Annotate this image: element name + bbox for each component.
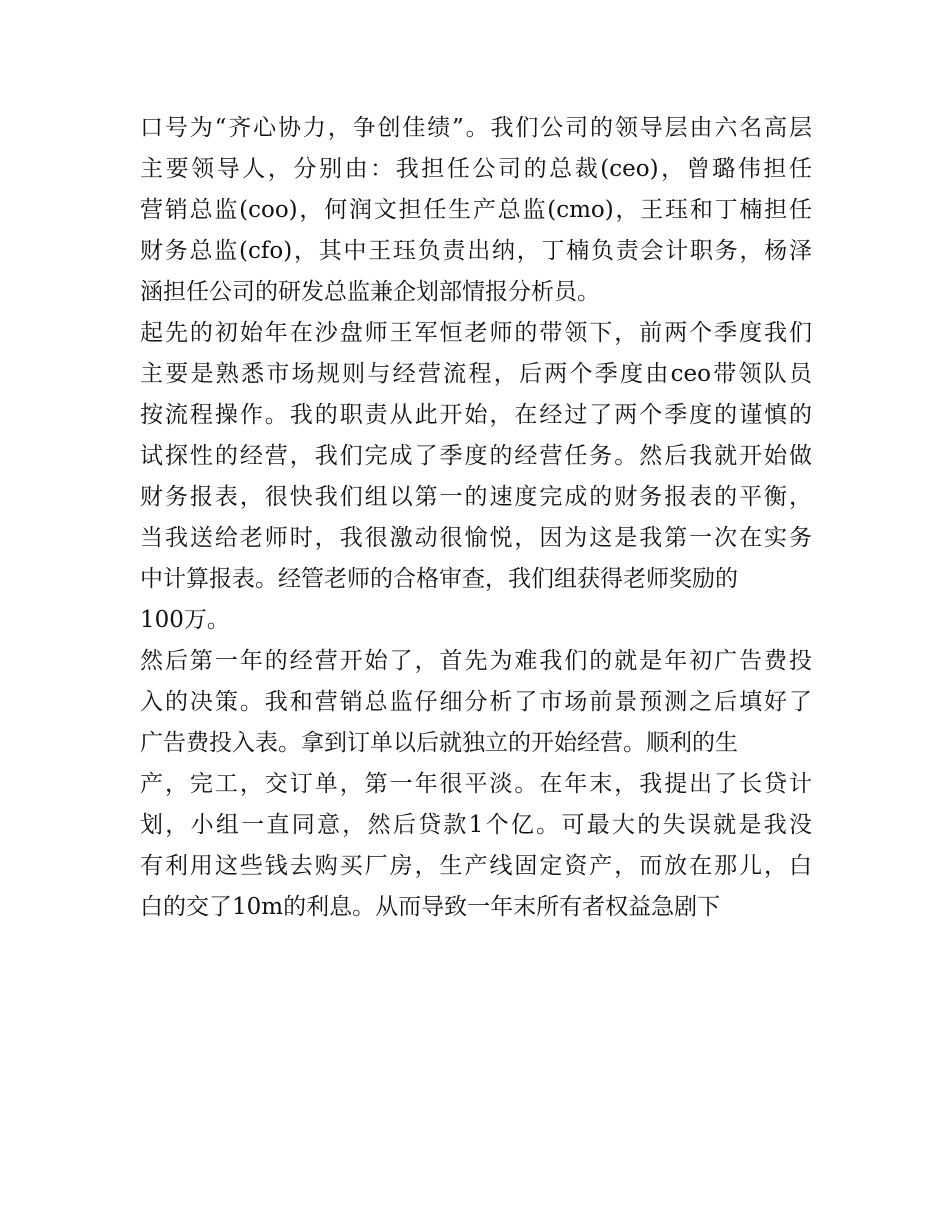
- text-line: 100万。: [140, 607, 230, 633]
- text-line: 起先的初始年在沙盘师王军恒老师的带领下，前两个季度我们: [140, 320, 812, 346]
- text-line: 当我送给老师时，我很激动很愉悦，因为这是我第一次在实务: [140, 525, 812, 551]
- text-line: 试探性的经营，我们完成了季度的经营任务。然后我就开始做: [140, 443, 812, 469]
- text-line: 有利用这些钱去购买厂房，生产线固定资产，而放在那儿，白: [140, 853, 812, 879]
- text-line: 广告费投入表。拿到订单以后就独立的开始经营。顺利的生: [140, 730, 738, 756]
- text-line: 涵担任公司的研发总监兼企划部情报分析员。: [140, 279, 600, 305]
- text-line: 主要领导人，分别由：我担任公司的总裁(ceo)，曾璐伟担任: [140, 156, 812, 182]
- text-line: 产，完工，交订单，第一年很平淡。在年末，我提出了长贷计: [140, 771, 812, 797]
- text-line: 划，小组一直同意，然后贷款1个亿。可最大的失误就是我没: [140, 812, 812, 838]
- text-line: 财务总监(cfo)，其中王珏负责出纳，丁楠负责会计职务，杨泽: [140, 238, 812, 264]
- text-line: 财务报表，很快我们组以第一的速度完成的财务报表的平衡，: [140, 484, 812, 510]
- text-line: 营销总监(coo)，何润文担任生产总监(cmo)，王珏和丁楠担任: [140, 197, 812, 223]
- text-line: 白的交了10m的利息。从而导致一年末所有者权益急剧下: [140, 894, 721, 920]
- text-line: 然后第一年的经营开始了，首先为难我们的就是年初广告费投: [140, 648, 812, 674]
- body-text: [140, 108, 812, 928]
- text-line: 中计算报表。经管老师的合格审查，我们组获得老师奖励的: [140, 566, 738, 592]
- text-line: 按流程操作。我的职责从此开始，在经过了两个季度的谨慎的: [140, 402, 812, 428]
- text-line: 入的决策。我和营销总监仔细分析了市场前景预测之后填好了: [140, 689, 812, 715]
- text-line: 主要是熟悉市场规则与经营流程，后两个季度由ceo带领队员: [140, 361, 812, 387]
- text-line: 口号为“齐心协力，争创佳绩”。我们公司的领导层由六名高层: [140, 115, 812, 141]
